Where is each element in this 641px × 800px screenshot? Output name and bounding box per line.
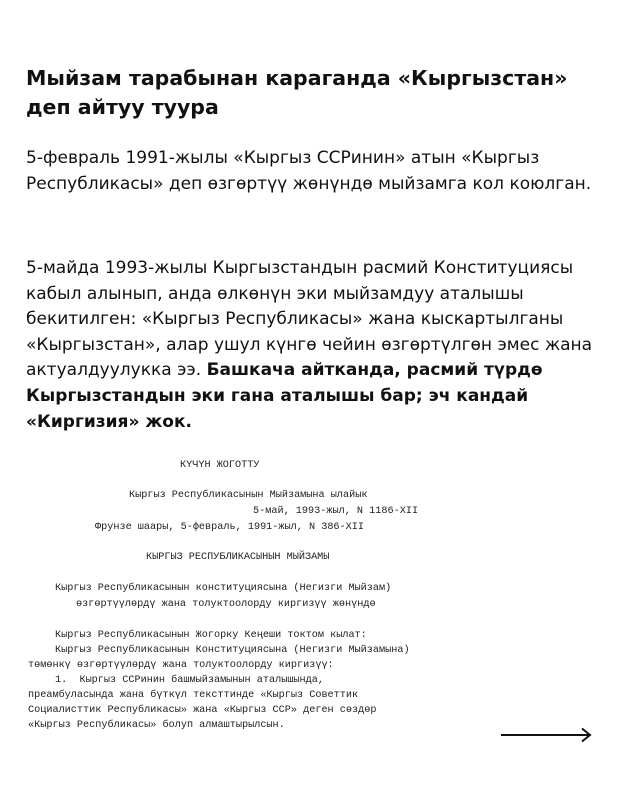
doc-body-line-2: Кыргыз Республикасынын Конституциясына (Негизги Мыйзамына) [55, 645, 410, 656]
doc-body-line-4: 1. Кыргыз ССРинин башмыйзамынын аталышында, [55, 675, 324, 686]
doc-city-date: Фрунзе шаары, 5-февраль, 1991-жыл, N 386-XII [95, 522, 364, 533]
doc-amended-by: Кыргыз Республикасынын Мыйзамына ылайык [129, 490, 368, 501]
doc-subject-line-2: өзгөртүүлөрдү жана толуктоолорду киргизүү жөнүндө [76, 599, 376, 610]
doc-body-line-6: Социалисттик Республикасы» жана «Кыргыз ССР» деген сөздөр [28, 705, 377, 716]
doc-amend-date: 5-май, 1993-жыл, N 1186-XII [253, 506, 419, 517]
arrow-right-icon[interactable] [501, 727, 593, 743]
doc-law-title: КЫРГЫЗ РЕСПУБЛИКАСЫНЫН МЫЙЗАМЫ [146, 552, 330, 563]
paragraph-constitution-1993 [26, 256, 618, 435]
doc-body-line-5: преамбуласында жана бүткүл тексттинде «Кыргыз Советтик [28, 690, 359, 701]
doc-body-line-3: төмөнкү өзгөртүүлөрдү жана толуктоолорду киргизүү: [28, 660, 334, 671]
headline: Мыйзам тарабынан караганда «Кыргызстан» деп айтуу туура [26, 66, 568, 119]
paragraph-regular-text: 5-майда 1993-жылы Кыргызстандын расмий Конституциясы кабыл алынып, анда өлкөнүн эки мыйзамдуу аталышы бекитилген: «Кыргыз Республикасы» жана кыскартылганы «Кыргызстан», алар ушул күнгө чейин өзгөртүлгөн эмес жана актуалдуулукка ээ. [26, 258, 593, 381]
doc-body-line-7: «Кыргыз Республикасы» болуп алмаштырылсын. [28, 720, 285, 731]
doc-status: КҮЧҮН ЖОГОТТУ [180, 460, 260, 471]
paragraph-bold-text: Башкача айтканда, расмий түрдө Кыргызстандын эки гана аталышы бар; эч кандай «Киргизия» жок. [26, 360, 543, 432]
paragraph-rename-1991: 5-февраль 1991-жылы «Кыргыз ССРинин» атын «Кыргыз Республикасы» деп өзгөртүү жөнүндө мыйзамга кол коюлган. [26, 148, 592, 194]
doc-subject-line-1: Кыргыз Республикасынын конституциясына (Негизги Мыйзам) [55, 583, 392, 594]
doc-body-line-1: Кыргыз Республикасынын Жогорку Кеңеши токтом кылат: [55, 630, 367, 641]
